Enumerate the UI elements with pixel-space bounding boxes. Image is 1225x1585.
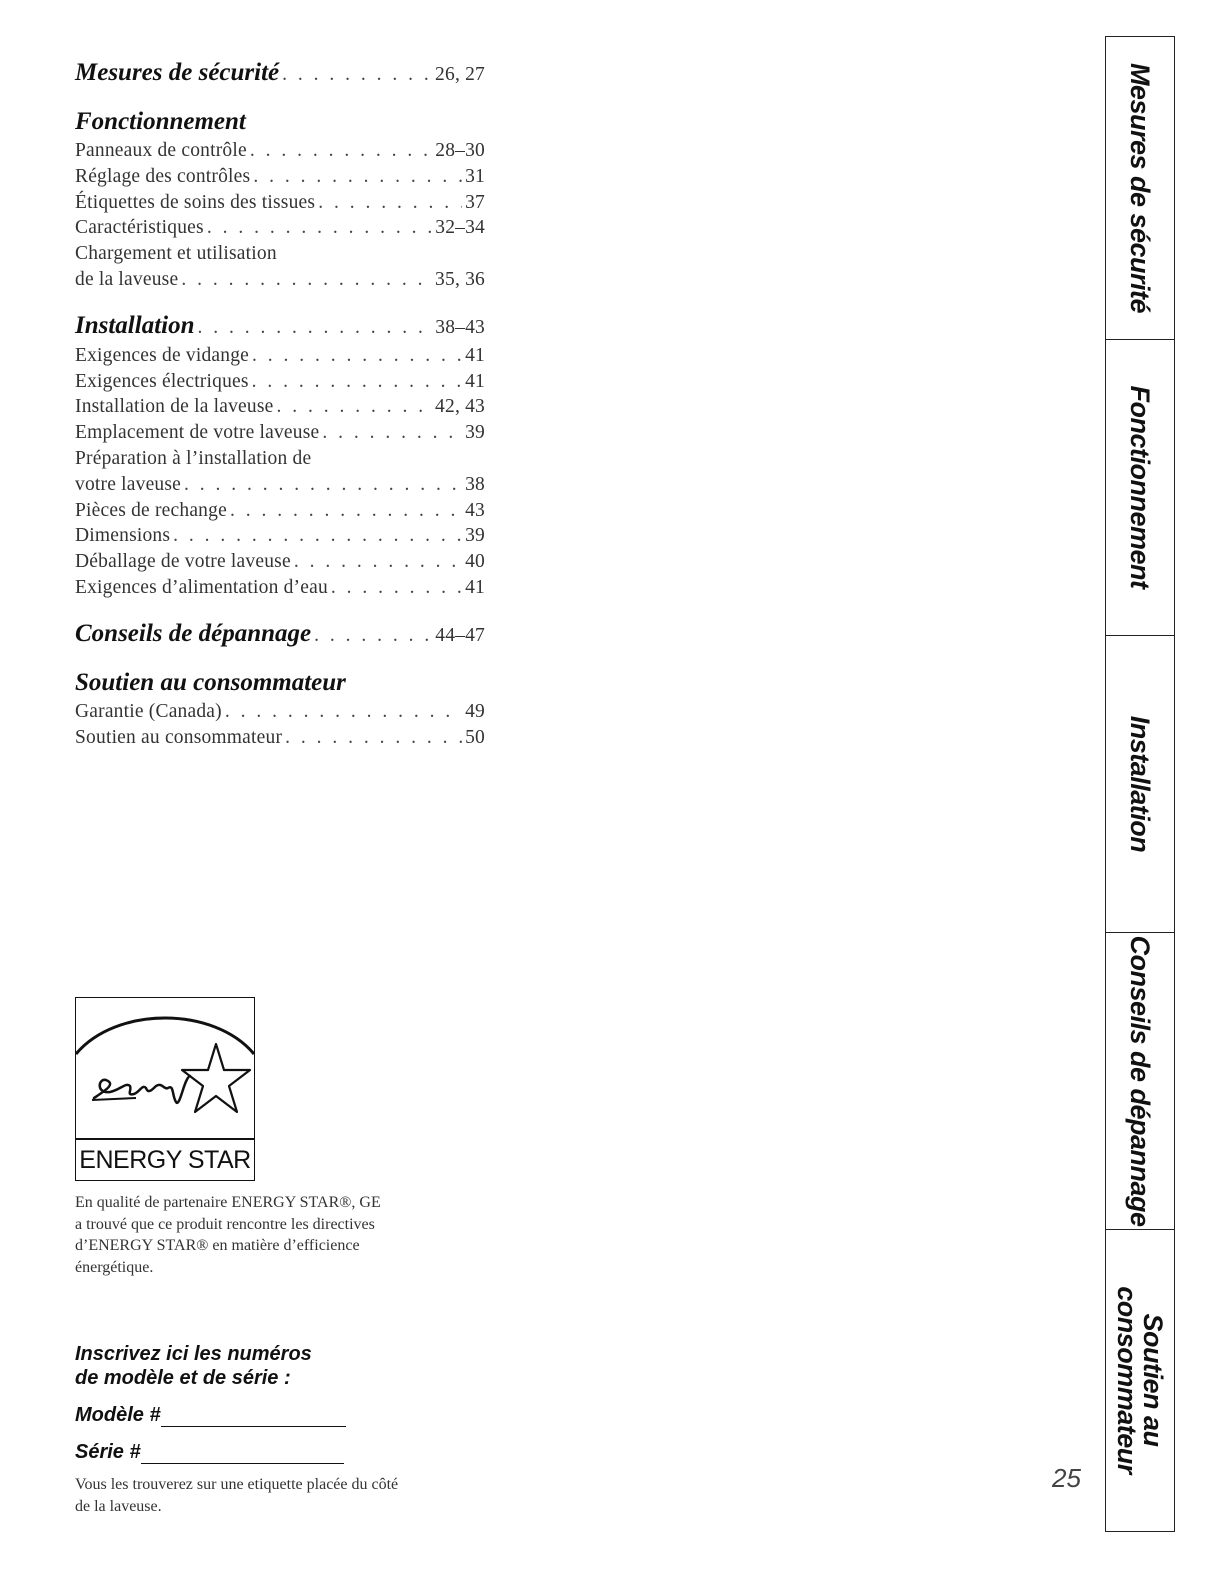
toc-entry[interactable] bbox=[75, 311, 485, 343]
toc-page-ref: 35, 36 bbox=[435, 268, 485, 290]
model-number-line[interactable] bbox=[161, 1406, 346, 1427]
toc-entry[interactable] bbox=[75, 575, 485, 601]
toc-page-ref: 40 bbox=[465, 551, 485, 573]
toc-entry-label: Panneaux de contrôle bbox=[75, 140, 247, 161]
toc-entry[interactable] bbox=[75, 549, 485, 575]
record-title-line1: Inscrivez ici les numéros bbox=[75, 1343, 312, 1365]
toc-entry-line1[interactable] bbox=[75, 446, 485, 472]
toc-entry[interactable] bbox=[75, 190, 485, 216]
leader-dots bbox=[198, 313, 433, 343]
toc-entry[interactable] bbox=[75, 394, 485, 420]
leader-dots bbox=[173, 523, 462, 549]
tab-depannage[interactable] bbox=[1106, 932, 1174, 1230]
serial-number-line[interactable] bbox=[141, 1443, 344, 1464]
toc-page-ref: 41 bbox=[465, 370, 485, 392]
toc-entry[interactable] bbox=[75, 523, 485, 549]
toc-entry-label: votre laveuse bbox=[75, 473, 182, 495]
toc-heading: Installation bbox=[75, 311, 195, 339]
leader-dots bbox=[314, 621, 432, 651]
leader-dots bbox=[252, 369, 462, 395]
model-serial-record bbox=[75, 1342, 395, 1464]
toc-entry[interactable] bbox=[75, 498, 485, 524]
model-number-label: Modèle # bbox=[75, 1404, 161, 1426]
toc-page-ref: 37 bbox=[465, 191, 485, 213]
toc-entry-label: Soutien au consommateur bbox=[75, 726, 283, 748]
toc-entry[interactable] bbox=[75, 369, 485, 395]
toc-section-securite bbox=[75, 58, 485, 90]
toc-page-ref: 49 bbox=[465, 700, 485, 722]
leader-dots bbox=[318, 190, 462, 216]
leader-dots bbox=[322, 420, 462, 446]
energy-star-statement: En qualité de partenaire ENERGY STAR®, GE a trouvé que ce produit rencontre les directives d’ENERGY STAR® en matière d’efficience énergétique. bbox=[75, 1194, 381, 1276]
toc-heading: Fonctionnement bbox=[75, 108, 246, 135]
toc-page-ref: 50 bbox=[465, 726, 485, 748]
toc-entry-label: de la laveuse bbox=[75, 268, 179, 290]
leader-dots bbox=[252, 343, 462, 369]
toc-entry-label: Exigences électriques bbox=[75, 370, 249, 392]
toc-entry-label: Installation de la laveuse bbox=[75, 396, 274, 418]
toc-entry[interactable] bbox=[75, 267, 485, 293]
page-number: 25 bbox=[1052, 1463, 1081, 1493]
toc-page-ref: 43 bbox=[465, 499, 485, 521]
toc-page-ref: 39 bbox=[465, 422, 485, 444]
leader-dots bbox=[230, 498, 462, 524]
location-note: Vous les trouverez sur une etiquette placée du côté de la laveuse. bbox=[75, 1476, 399, 1515]
toc-entry-label: Préparation à l’installation de bbox=[75, 447, 312, 469]
toc-entry-label: Pièces de rechange bbox=[75, 499, 227, 521]
toc-page-ref: 41 bbox=[465, 576, 485, 598]
toc-entry-line1[interactable] bbox=[75, 241, 485, 267]
tab-label: Installation bbox=[1125, 715, 1155, 852]
toc-entry[interactable] bbox=[75, 138, 485, 164]
tab-label: Fonctionnement bbox=[1125, 385, 1155, 589]
toc-entry[interactable] bbox=[75, 164, 485, 190]
toc-page-ref: 38 bbox=[465, 473, 485, 495]
toc-entry-label: Emplacement de votre laveuse bbox=[75, 422, 320, 444]
toc-heading: Soutien au consommateur bbox=[75, 668, 346, 696]
leader-dots bbox=[181, 267, 432, 293]
tab-label: Conseils de dépannage bbox=[1125, 934, 1155, 1227]
toc-entry-label: Déballage de votre laveuse bbox=[75, 551, 291, 573]
tab-label: Soutien au consommateur bbox=[1112, 1286, 1168, 1474]
leader-dots bbox=[294, 549, 462, 575]
toc-page-ref: 44–47 bbox=[435, 624, 485, 646]
leader-dots bbox=[331, 575, 462, 601]
tab-fonctionnement[interactable] bbox=[1106, 339, 1174, 636]
toc-page-ref: 38–43 bbox=[435, 316, 485, 338]
record-title-line2: de modèle et de série : bbox=[75, 1367, 291, 1389]
toc-entry-label: Exigences de vidange bbox=[75, 344, 250, 366]
toc-entry[interactable] bbox=[75, 215, 485, 241]
toc-page-ref: 39 bbox=[465, 525, 485, 547]
leader-dots bbox=[184, 472, 462, 498]
toc-page-ref: 41 bbox=[465, 344, 485, 366]
leader-dots bbox=[277, 394, 433, 420]
leader-dots bbox=[207, 215, 432, 241]
toc-page-ref: 42, 43 bbox=[435, 396, 485, 418]
toc-section-fonctionnement bbox=[75, 108, 485, 293]
toc-entry[interactable] bbox=[75, 699, 485, 725]
toc-page-ref: 26, 27 bbox=[435, 64, 485, 85]
model-number-field[interactable] bbox=[75, 1404, 395, 1427]
energy-star-logo bbox=[75, 997, 255, 1181]
toc-page-ref: 28–30 bbox=[435, 140, 485, 161]
tab-securite[interactable] bbox=[1106, 37, 1174, 340]
toc-entry-label: Chargement et utilisation bbox=[75, 243, 277, 265]
toc-entry-label: Réglage des contrôles bbox=[75, 165, 251, 187]
toc-entry[interactable] bbox=[75, 472, 485, 498]
serial-number-field[interactable] bbox=[75, 1441, 395, 1464]
toc-entry-label: Exigences d’alimentation d’eau bbox=[75, 576, 328, 598]
leader-dots bbox=[253, 164, 462, 190]
leader-dots bbox=[250, 138, 432, 164]
tab-installation[interactable] bbox=[1106, 635, 1174, 933]
toc-entry[interactable] bbox=[75, 420, 485, 446]
toc-section-installation bbox=[75, 311, 485, 601]
toc-heading: Conseils de dépannage bbox=[75, 619, 312, 647]
energy-star-mark-icon bbox=[76, 998, 254, 1138]
toc-entry[interactable] bbox=[75, 725, 485, 751]
leader-dots bbox=[282, 60, 432, 90]
leader-dots bbox=[225, 699, 462, 725]
tab-soutien[interactable] bbox=[1106, 1229, 1174, 1531]
toc-heading: Mesures de sécurité bbox=[75, 59, 280, 86]
serial-number-label: Série # bbox=[75, 1441, 141, 1463]
toc-entry-label: Garantie (Canada) bbox=[75, 700, 222, 722]
section-tabs bbox=[1105, 36, 1175, 1532]
toc-entry[interactable] bbox=[75, 619, 485, 651]
tab-label: Mesures de sécurité bbox=[1125, 62, 1155, 314]
toc-entry-label: Étiquettes de soins des tissues bbox=[75, 191, 316, 213]
toc-page-ref: 31 bbox=[465, 165, 485, 187]
toc-entry-label: Dimensions bbox=[75, 525, 171, 547]
toc-entry[interactable] bbox=[75, 58, 485, 90]
toc-entry-label: Caractéristiques bbox=[75, 217, 204, 239]
toc-page-ref: 32–34 bbox=[435, 217, 485, 239]
energy-star-label: ENERGY STAR bbox=[76, 1138, 254, 1180]
leader-dots bbox=[285, 725, 462, 751]
toc-section-depannage bbox=[75, 619, 485, 651]
toc-section-soutien bbox=[75, 669, 485, 751]
table-of-contents bbox=[75, 58, 485, 768]
toc-entry[interactable] bbox=[75, 343, 485, 369]
